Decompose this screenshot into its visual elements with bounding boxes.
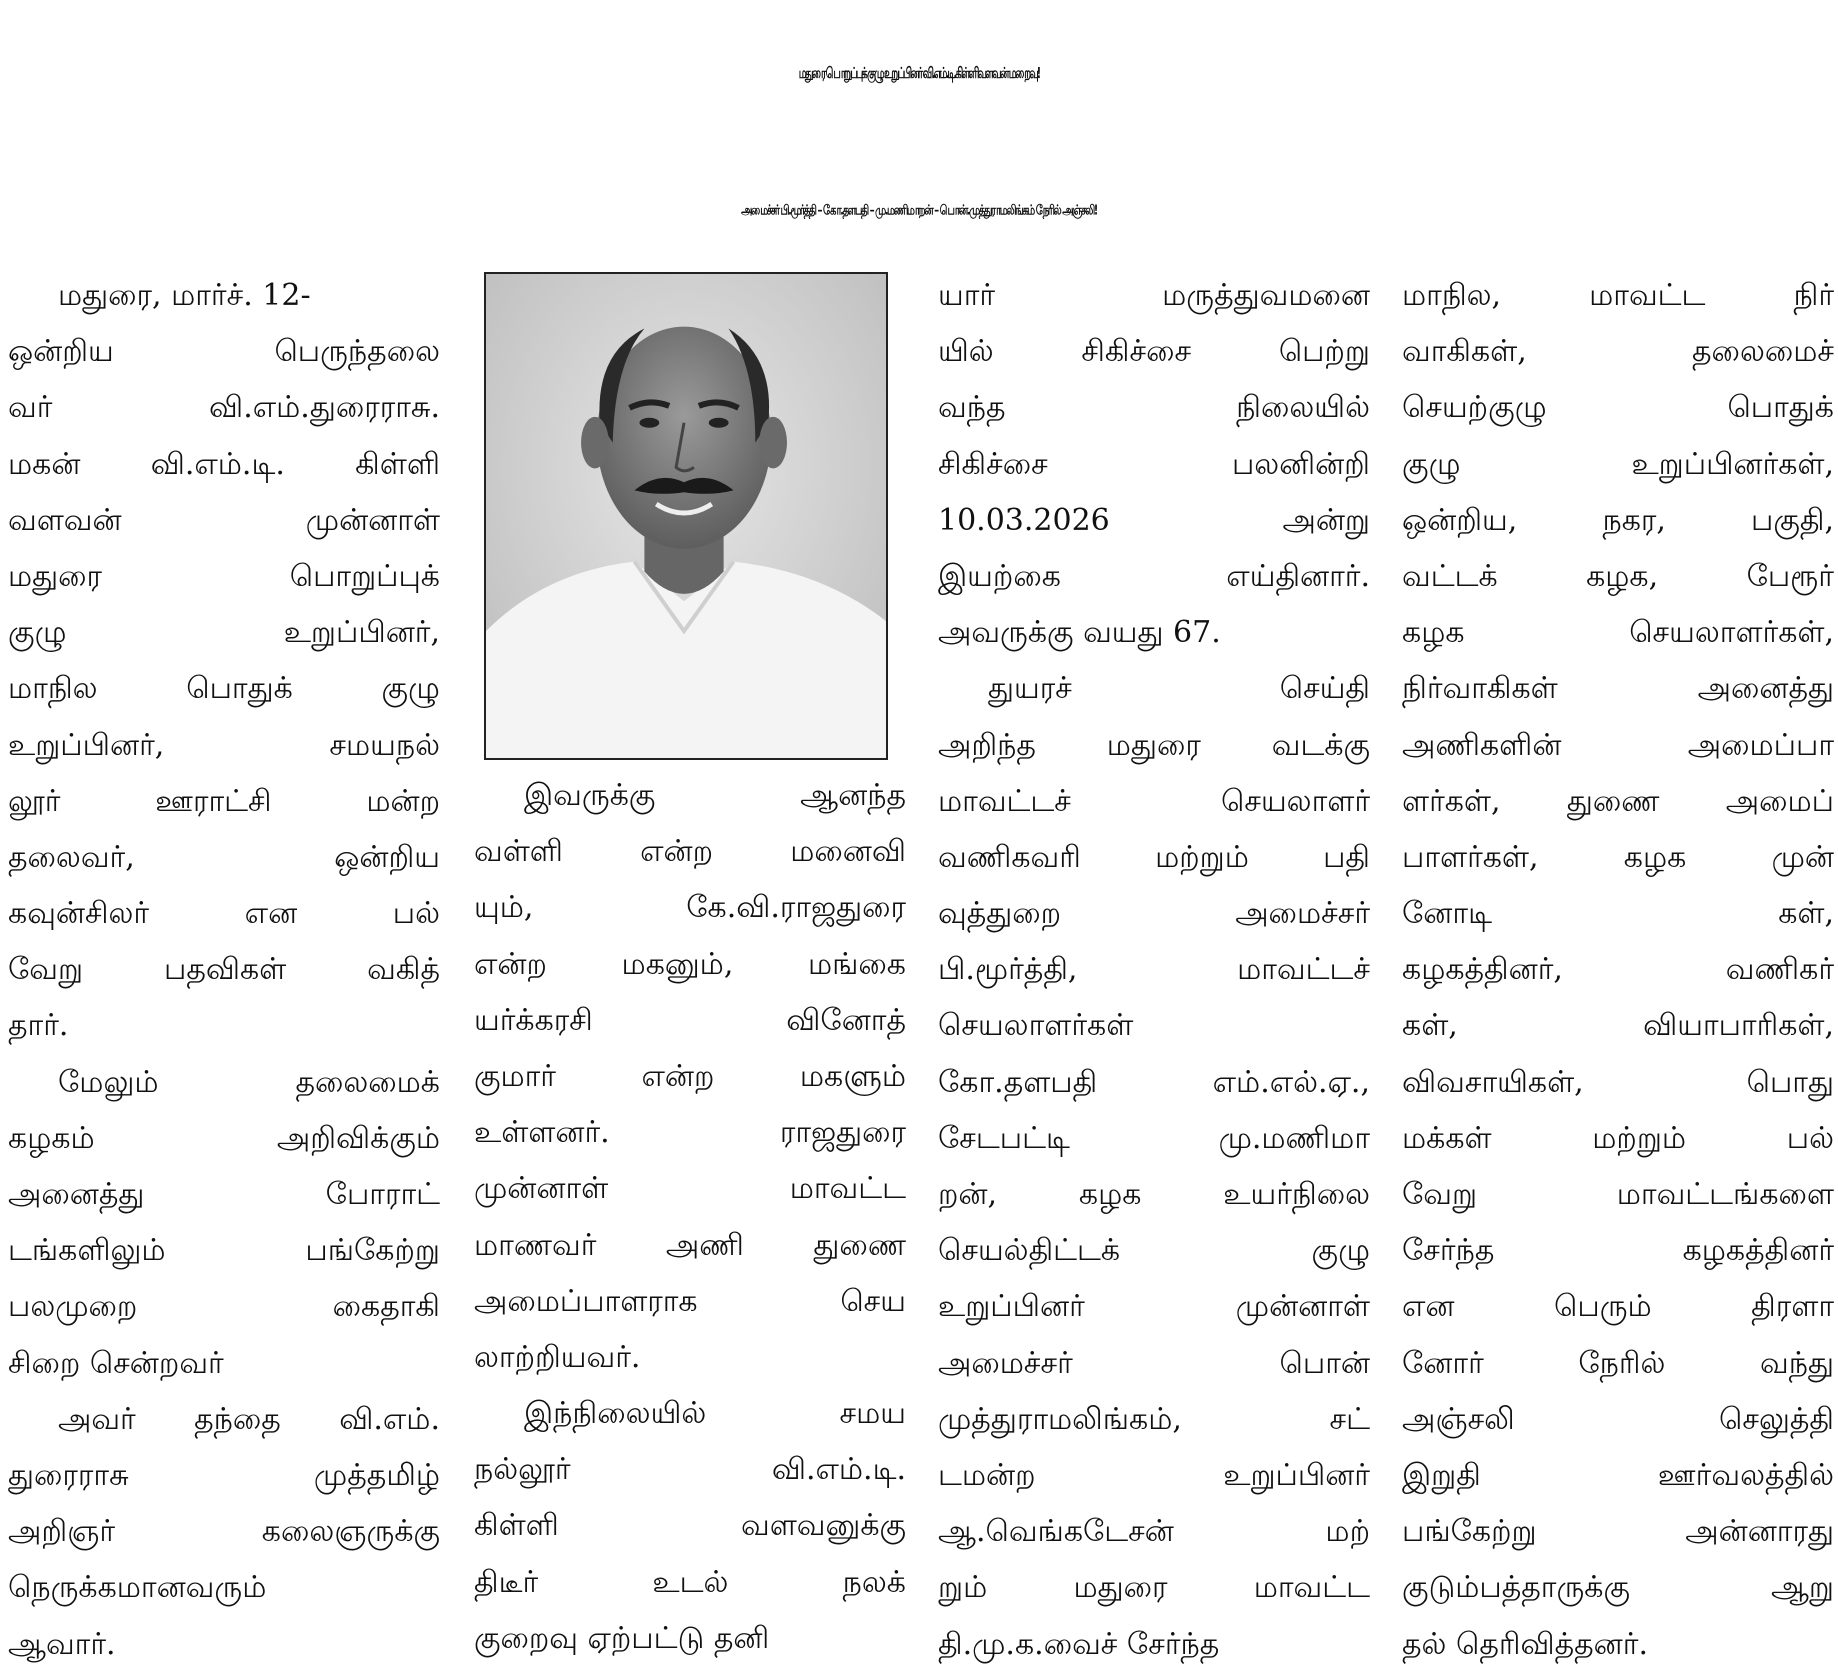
article-line: மாணவர் அணி துணை	[474, 1227, 906, 1263]
article-column-1	[8, 268, 440, 1673]
article-line: என பெரும் திரளா	[1402, 1289, 1834, 1325]
article-line: றும் மதுரை மாவட்ட	[938, 1570, 1370, 1606]
article-line: மாவட்டச் செயலாளர்	[938, 783, 1370, 819]
article-line: அறிஞர் கலைஞருக்கு	[8, 1514, 440, 1550]
article-line: அறிந்த மதுரை வடக்கு	[938, 727, 1370, 763]
article-line: மக்கள் மற்றும் பல்	[1402, 1120, 1834, 1156]
article-line: யில் சிகிச்சை பெற்று	[938, 334, 1370, 370]
article-line: அமைச்சர் பொன்	[938, 1345, 1370, 1381]
portrait-illustration	[486, 274, 886, 758]
article-line: ஆ.வெங்கடேசன் மற்	[938, 1514, 1370, 1550]
article-line: கள், வியாபாரிகள்,	[1402, 1008, 1834, 1044]
article-line: பலமுறை கைதாகி	[8, 1289, 440, 1325]
article-line: செயல்திட்டக் குழு	[938, 1233, 1370, 1269]
article-line: யும், கே.வி.ராஜதுரை	[474, 890, 906, 926]
article-line: சேடபட்டி மு.மணிமா	[938, 1120, 1370, 1156]
article-line: சிகிச்சை பலனின்றி	[938, 446, 1370, 482]
article-line: டங்களிலும் பங்கேற்று	[8, 1233, 440, 1269]
article-line: துரைராசு முத்தமிழ்	[8, 1457, 440, 1493]
article-line: சிறை சென்றவர்	[8, 1345, 224, 1381]
article-column-2	[474, 768, 906, 1667]
article-column-4	[1402, 268, 1834, 1673]
article-line: வுத்துறை அமைச்சர்	[938, 896, 1370, 932]
article-line: வேறு மாவட்டங்களை	[1402, 1177, 1834, 1212]
article-line: மேலும் தலைமைக்	[58, 1064, 440, 1100]
article-line: கழகத்தினர், வணிகர்	[1402, 952, 1834, 988]
article-line: செயலாளர்கள்	[938, 1008, 1134, 1044]
article-line: நெருக்கமானவரும்	[8, 1570, 267, 1606]
article-line: திடீர் உடல் நலக்	[474, 1564, 906, 1600]
article-line: தார்.	[8, 1008, 69, 1044]
article-line: குடும்பத்தாருக்கு ஆறு	[1402, 1570, 1834, 1606]
article-line: அவர் தந்தை வி.எம்.	[58, 1401, 440, 1437]
article-line: ஒன்றிய, நகர, பகுதி,	[1402, 502, 1834, 538]
article-line: வந்த நிலையில்	[938, 390, 1370, 426]
article-line: கழகம் அறிவிக்கும்	[8, 1120, 440, 1156]
article-line: உறுப்பினர், சமயநல்	[8, 727, 440, 763]
article-line: குமார் என்ற மகளும்	[474, 1058, 906, 1094]
article-line: 10.03.2026 அன்று	[938, 502, 1370, 538]
article-line: வேறு பதவிகள் வகித்	[8, 952, 440, 988]
article-line: கோ.தளபதி எம்.எல்.ஏ.,	[938, 1064, 1370, 1100]
article-line: வாகிகள், தலைமைச்	[1402, 334, 1834, 370]
article-line: மதுரை, மார்ச். 12-	[58, 278, 311, 313]
article-line: என்ற மகனும், மங்கை	[474, 946, 906, 982]
article-line: பாளர்கள், கழக முன்	[1402, 839, 1834, 875]
article-line: யர்க்கரசி வினோத்	[474, 1002, 906, 1038]
article-line: ளர்கள், துணை அமைப்	[1402, 783, 1834, 819]
article-line: பங்கேற்று அன்னாரது	[1402, 1514, 1834, 1550]
article-line: மாநில பொதுக் குழு	[8, 671, 440, 707]
article-line: ஒன்றிய பெருந்தலை	[8, 334, 440, 370]
article-line: பி.மூர்த்தி, மாவட்டச்	[938, 952, 1370, 988]
article-line: தல் தெரிவித்தனர்.	[1402, 1626, 1648, 1662]
article-line: முன்னாள் மாவட்ட	[474, 1171, 906, 1207]
article-line: குழு உறுப்பினர்,	[8, 615, 440, 651]
article-line: கழக செயலாளர்கள்,	[1402, 615, 1834, 651]
article-column-3	[938, 268, 1370, 1673]
article-line: மகன் வி.எம்.டி. கிள்ளி	[8, 446, 440, 482]
article-line: நல்லூர் வி.எம்.டி.	[474, 1452, 906, 1488]
article-line: அணிகளின் அமைப்பா	[1402, 727, 1834, 763]
article-line: இந்நிலையில் சமய	[524, 1396, 906, 1432]
article-line: நிர்வாகிகள் அனைத்து	[1402, 671, 1834, 707]
article-line: வட்டக் கழக, பேரூர்	[1402, 558, 1834, 594]
article-line: குறைவு ஏற்பட்டு தனி	[474, 1620, 770, 1656]
article-line: தி.மு.க.வைச் சேர்ந்த	[938, 1626, 1220, 1662]
article-line: இவருக்கு ஆனந்த	[524, 778, 906, 813]
article-line: அவருக்கு வயது 67.	[938, 615, 1221, 651]
article-line: செயற்குழு பொதுக்	[1402, 390, 1834, 426]
article-line: ஆவார்.	[8, 1626, 116, 1662]
article-line: மாநில, மாவட்ட நிர்	[1402, 278, 1834, 313]
article-line: விவசாயிகள், பொது	[1402, 1064, 1834, 1100]
article-line: அமைப்பாளராக செய	[474, 1283, 906, 1319]
article-line: குழு உறுப்பினர்கள்,	[1402, 446, 1834, 482]
article-line: முத்துராமலிங்கம், சட்	[938, 1401, 1370, 1437]
article-line: துயரச் செய்தி	[988, 671, 1370, 707]
article-line: கவுன்சிலர் என பல்	[8, 896, 440, 932]
article-line: இறுதி ஊர்வலத்தில்	[1402, 1457, 1834, 1493]
article-line: வர் வி.எம்.துரைராசு.	[8, 390, 440, 426]
article-line: மதுரை பொறுப்புக்	[8, 558, 440, 594]
article-line: இயற்கை எய்தினார்.	[938, 558, 1370, 594]
portrait-photo	[484, 272, 888, 760]
article-line: றன், கழக உயர்நிலை	[938, 1177, 1370, 1212]
article-line: வள்ளி என்ற மனைவி	[474, 834, 906, 870]
article-line: னோடி கள்,	[1402, 896, 1834, 932]
article-line: அனைத்து போராட்	[8, 1177, 440, 1212]
article-line: சேர்ந்த கழகத்தினர்	[1402, 1233, 1834, 1269]
article-line: னோர் நேரில் வந்து	[1402, 1345, 1834, 1381]
article-line: வணிகவரி மற்றும் பதி	[938, 839, 1370, 875]
subheadline: அமைச்சர் பி.மூர்த்தி – கோ.தளபதி – மு.மணிமாறன் – பொன்.முத்துராமலிங்கம் நேரில் அஞ்சலி!	[741, 203, 1097, 219]
article-line: யார் மருத்துவமனை	[938, 278, 1370, 313]
article-line: உறுப்பினர் முன்னாள்	[938, 1289, 1370, 1325]
article-line: அஞ்சலி செலுத்தி	[1402, 1401, 1834, 1437]
article-line: டமன்ற உறுப்பினர்	[938, 1457, 1370, 1493]
article-line: லாற்றியவர்.	[474, 1339, 641, 1375]
article-line: உள்ளனர். ராஜதுரை	[474, 1115, 906, 1151]
article-line: கிள்ளி வளவனுக்கு	[474, 1508, 906, 1544]
article-line: வளவன் முன்னாள்	[8, 502, 440, 538]
article-line: தலைவர், ஒன்றிய	[8, 839, 440, 875]
article-line: லூர் ஊராட்சி மன்ற	[8, 783, 440, 819]
headline: மதுரை பொறுப்புக் குழு உறுப்பினர் வி.எம்.டி.கிள்ளிவளவன் மறைவு!	[798, 66, 1040, 83]
